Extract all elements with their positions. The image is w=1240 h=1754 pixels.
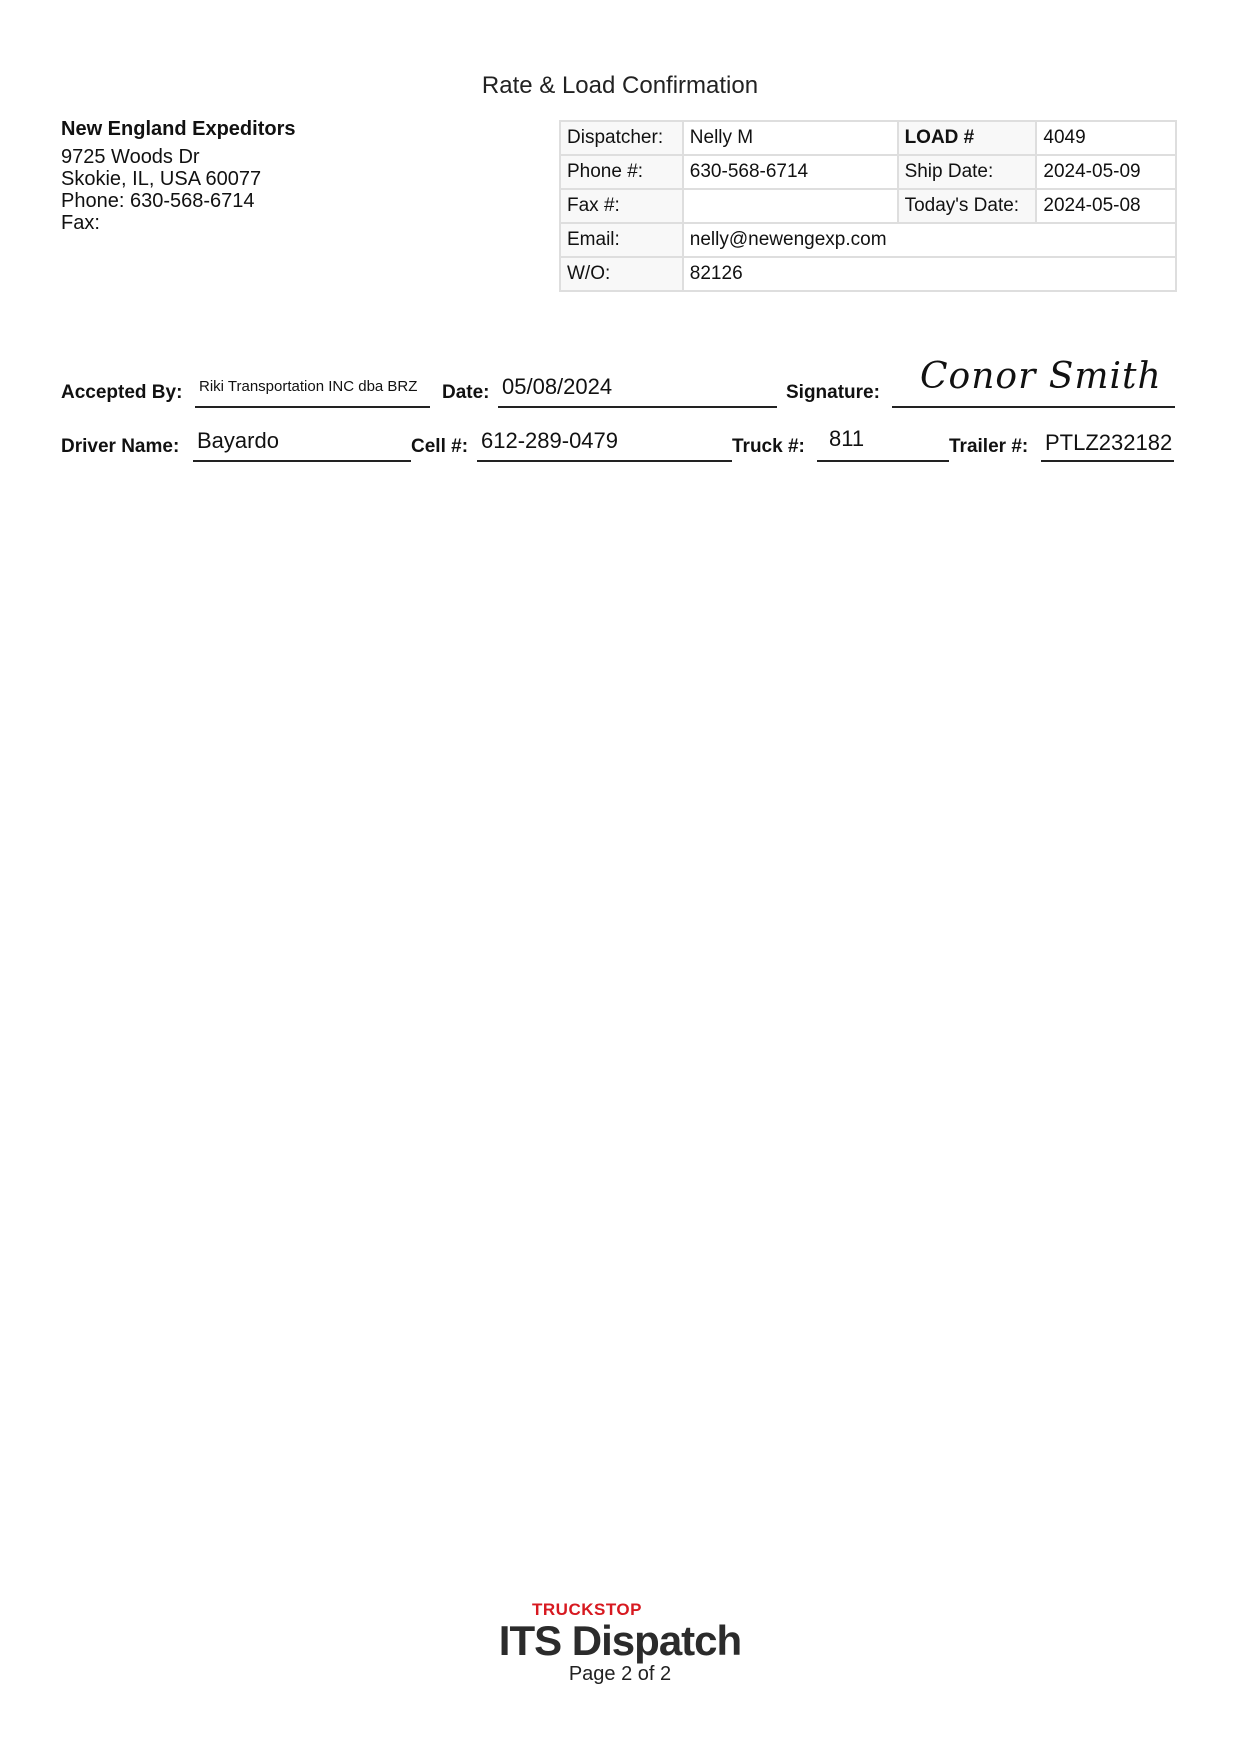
company-address-line2: Skokie, IL, USA 60077 <box>61 168 262 190</box>
page-number: Page 2 of 2 <box>568 1663 672 1685</box>
accepted-by-label: Accepted By: <box>61 382 183 403</box>
table-row <box>560 257 1176 291</box>
load-label: LOAD # <box>898 121 1037 155</box>
wo-value: 82126 <box>683 257 1176 291</box>
date-label: Date: <box>442 382 490 403</box>
todays-date-label: Today's Date: <box>898 189 1037 223</box>
signature-field[interactable] <box>892 356 1175 408</box>
truck-field[interactable]: 811 <box>817 426 949 462</box>
company-fax: Fax: <box>61 212 100 234</box>
driver-name-label: Driver Name: <box>61 436 180 457</box>
ship-date-value: 2024-05-09 <box>1036 155 1176 189</box>
trailer-field[interactable]: PTLZ232182 <box>1041 430 1174 462</box>
truck-label: Truck #: <box>732 436 805 457</box>
fax-label: Fax #: <box>560 189 683 223</box>
company-block <box>61 118 295 234</box>
cell-field[interactable]: 612-289-0479 <box>477 428 732 462</box>
dispatcher-value: Nelly M <box>683 121 898 155</box>
phone-label: Phone #: <box>560 155 683 189</box>
dispatcher-label: Dispatcher: <box>560 121 683 155</box>
cell-label: Cell #: <box>411 436 469 457</box>
wo-label: W/O: <box>560 257 683 291</box>
signature-handwriting: Conor Smith <box>920 356 1162 397</box>
ship-date-label: Ship Date: <box>898 155 1037 189</box>
date-field[interactable]: 05/08/2024 <box>498 374 777 408</box>
its-dispatch-logo: ITS Dispatch <box>498 1617 742 1664</box>
email-label: Email: <box>560 223 683 257</box>
company-name: New England Expeditors <box>61 118 296 140</box>
todays-date-value: 2024-05-08 <box>1036 189 1176 223</box>
load-value: 4049 <box>1036 121 1176 155</box>
document-title: Rate & Load Confirmation <box>481 72 759 99</box>
trailer-label: Trailer #: <box>949 436 1029 457</box>
table-row <box>560 121 1176 155</box>
table-row <box>560 189 1176 223</box>
phone-value: 630-568-6714 <box>683 155 898 189</box>
dispatch-info-table <box>559 120 1177 292</box>
table-row <box>560 155 1176 189</box>
signature-label: Signature: <box>786 382 880 403</box>
fax-value <box>683 189 898 223</box>
email-value: nelly@newengexp.com <box>683 223 1176 257</box>
driver-name-field[interactable]: Bayardo <box>193 428 411 462</box>
company-address-line1: 9725 Woods Dr <box>61 146 200 168</box>
truckstop-logo-text: TRUCKSTOP <box>532 1600 642 1619</box>
company-phone: Phone: 630-568-6714 <box>61 190 255 212</box>
table-row <box>560 223 1176 257</box>
accepted-by-field[interactable]: Riki Transportation INC dba BRZ <box>195 378 430 408</box>
